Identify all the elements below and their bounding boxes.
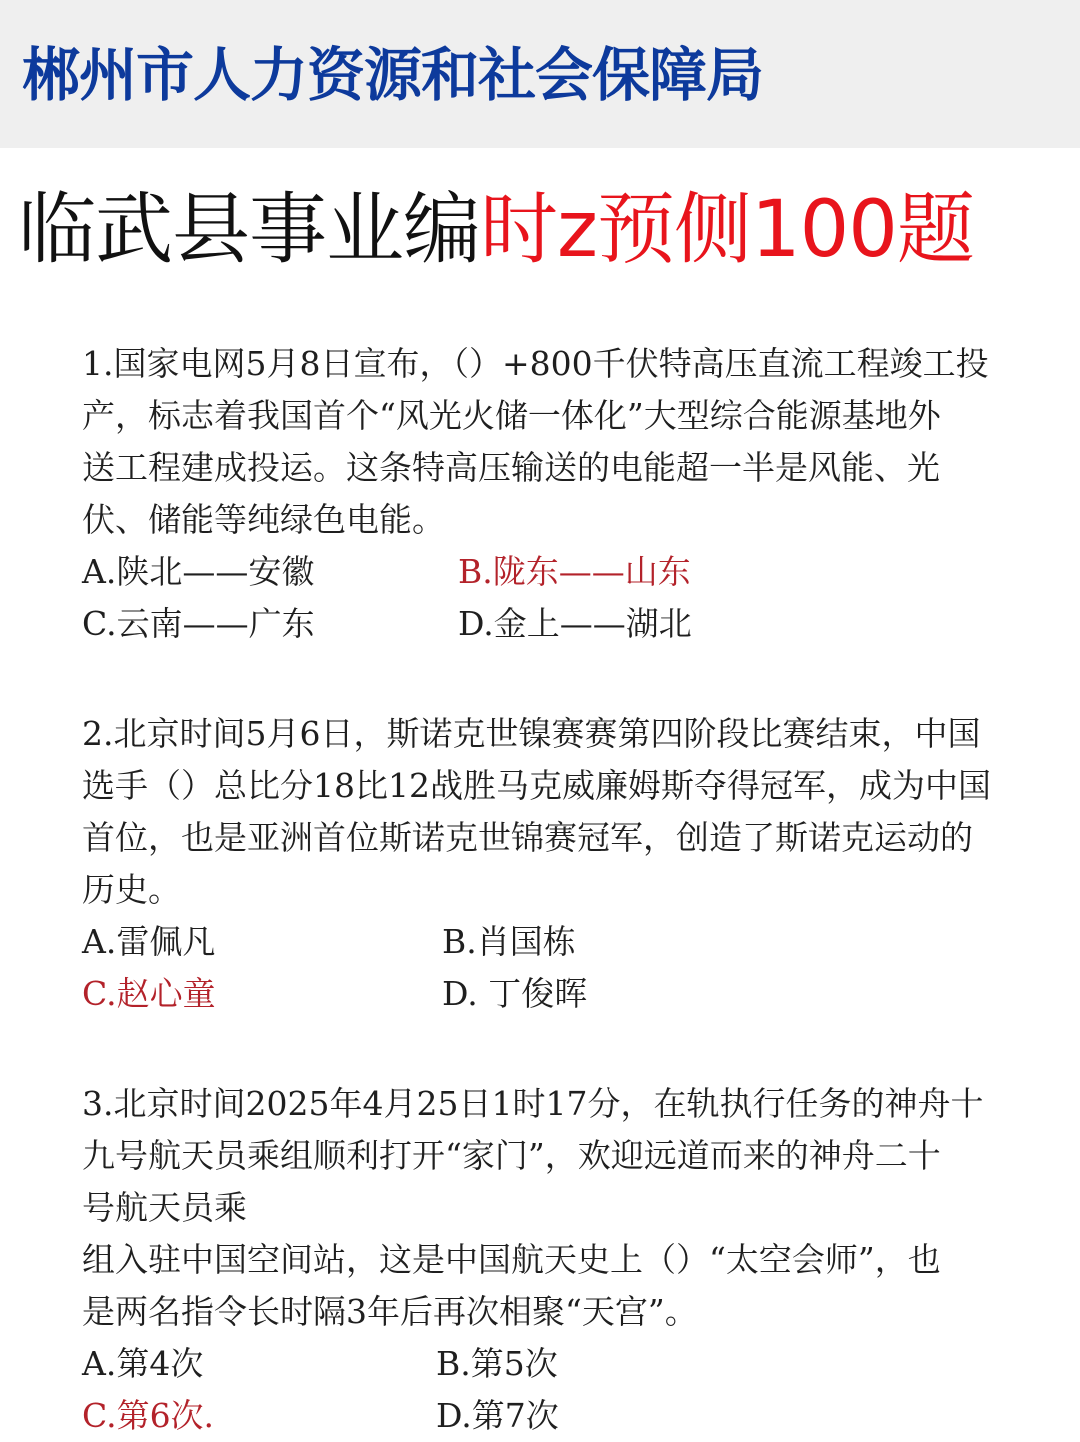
question-1-options: [82, 546, 1042, 650]
question-3: [82, 1078, 1042, 1442]
question-line: 2.北京时间5月6日，斯诺克世镍赛赛第四阶段比赛结束，中国: [82, 714, 981, 753]
option-d: D. 丁俊晖: [442, 974, 588, 1013]
question-line: 产，标志着我国首个“风光火储一体化”大型综合能源基地外: [82, 396, 941, 435]
question-3-options: [82, 1338, 1042, 1442]
option-b: B.第5次: [436, 1344, 558, 1383]
headline-black-part: 临武县事业编: [18, 185, 481, 275]
option-d: D.第7次: [436, 1396, 559, 1435]
option-c-correct: C.第6次.: [82, 1396, 215, 1435]
question-list: [82, 338, 1042, 1442]
option-c: C.云南——广东: [82, 604, 315, 643]
question-1: [82, 338, 1042, 650]
question-line: 选手（）总比分18比12战胜马克威廉姆斯夺得冠军，成为中国: [82, 766, 991, 805]
option-b-correct: B.陇东——山东: [458, 552, 691, 591]
option-a: A.雷佩凡: [82, 922, 216, 961]
option-d: D.金上——湖北: [458, 604, 692, 643]
option-b: B.肖国栋: [442, 922, 576, 961]
question-3-text: [82, 1078, 1042, 1338]
question-2-options: [82, 916, 1042, 1020]
headline-red-part: 时z预侧100题: [480, 185, 974, 275]
question-spacer: [82, 650, 1042, 708]
question-line: 送工程建成投运。这条特高压输送的电能超一半是风能、光: [82, 448, 940, 487]
question-line: 历史。: [82, 870, 181, 909]
option-a: A.陕北——安徽: [82, 552, 315, 591]
question-line: 是两名指令长时隔3年后再次相聚“天宫”。: [82, 1292, 698, 1331]
question-line: 1.国家电网5月8日宣布，（）+800千伏特高压直流工程竣工投: [82, 344, 989, 383]
question-line: 伏、储能等纯绿色电能。: [82, 500, 445, 539]
question-spacer: [82, 1020, 1042, 1078]
question-1-text: [82, 338, 1042, 546]
question-line: 3.北京时间2025年4月25日1时17分，在轨执行任务的神舟十: [82, 1084, 984, 1123]
question-line: 组入驻中国空间站，这是中国航天史上（）“太空会师”，也: [82, 1240, 941, 1279]
question-line: 首位，也是亚洲首位斯诺克世锦赛冠军，创造了斯诺克运动的: [82, 818, 973, 857]
headline-title: [18, 178, 974, 282]
agency-name: 郴州市人力资源和社会保障局: [22, 41, 764, 109]
question-2: [82, 708, 1042, 1020]
question-2-text: [82, 708, 1042, 916]
header-band: [0, 0, 1080, 148]
question-line: 号航天员乘: [82, 1188, 247, 1227]
question-line: 九号航天员乘组顺利打开“家门”，欢迎远道而来的神舟二十: [82, 1136, 941, 1175]
option-a: A.第4次: [82, 1344, 204, 1383]
option-c-correct: C.赵心童: [82, 974, 216, 1013]
